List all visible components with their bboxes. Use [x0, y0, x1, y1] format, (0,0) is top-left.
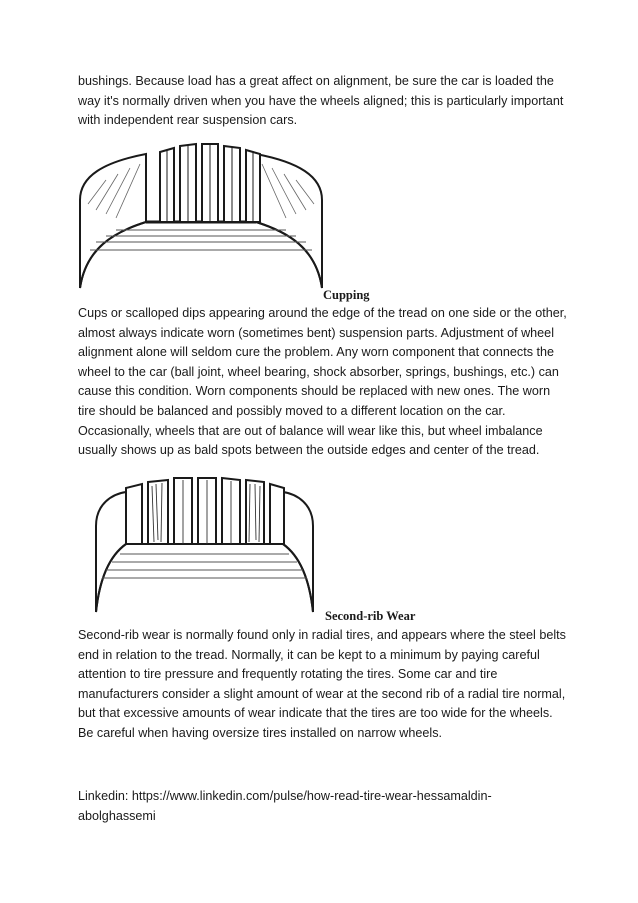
cupping-paragraph: Cups or scalloped dips appearing around the edge of the tread on one side or the other, almost always indicate worn (sometimes bent) suspension parts. Adjustment of wheel alignment alone will seldom cure the problem. Any worn component that connects the wheel to the car (ball joint, wheel bearing, shock absorber, springs, bushings, etc.) can cause this condition. Worn components should be replaced with new ones. The worn tire should be balanced and possibly moved to a different location on the car. Occasionally, wheels that are out of balance will wear like this, but wheel imbalance usually shows up as bald spots between the outside edges and center of the tread.	[78, 306, 567, 458]
intro-paragraph: bushings. Because load has a great affect on alignment, be sure the car is loaded the way it's normally driven when you have the wheels aligned; this is particularly important with independent rear suspension cars.	[78, 74, 564, 128]
cupping-caption: Cupping	[323, 288, 370, 302]
cupping-tire-illustration	[76, 140, 326, 290]
second-rib-caption: Second-rib Wear	[325, 609, 416, 623]
second-rib-tire-illustration	[92, 474, 317, 614]
linkedin-link[interactable]: Linkedin: https://www.linkedin.com/pulse/how-read-tire-wear-hessamaldin-abolghassemi	[78, 789, 492, 823]
second-rib-paragraph: Second-rib wear is normally found only in radial tires, and appears where the steel belts end in relation to the tread. Normally, it can be kept to a minimum by paying careful attention to tire pressure and frequently rotating the tires. Some car and tire manufacturers consider a slight amount of wear at the second rib of a radial tire normal, but that excessive amounts of wear indicate that the tires are too wide for the wheels. Be careful when having oversize tires installed on narrow wheels.	[78, 628, 566, 740]
